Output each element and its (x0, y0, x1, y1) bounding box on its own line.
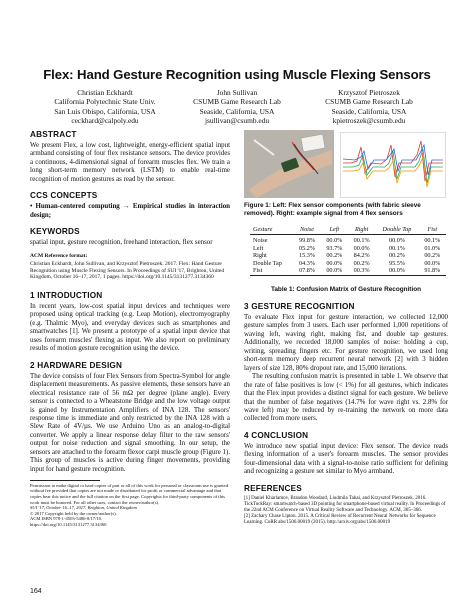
table-cell: 00.2% (424, 252, 441, 260)
author-email: jsullivan@csumb.edu (204, 115, 270, 125)
table-cell: 95.5% (388, 259, 405, 267)
table-cell: 00.0% (326, 259, 343, 267)
armband-photo (244, 130, 334, 198)
author-block (162, 88, 312, 125)
table-cell: Double Tap (253, 259, 282, 267)
ccs-heading: CCS CONCEPTS (30, 191, 98, 201)
author-location: Seaside, California, USA (199, 106, 275, 116)
footnote-rule (30, 480, 100, 481)
table-header: Noise (299, 226, 315, 233)
table-row (250, 237, 446, 245)
table-cell: 99.8% (299, 237, 315, 245)
table-cell: 00.1% (424, 237, 441, 245)
left-column (30, 130, 230, 528)
acm-ref-text: Christian Eckhardt, John Sullivan, and Krzysztof Pietroszek. 2017. Flex: Hand Gesture Recognition using Muscle Flexing Sensors. In Proceedings of SUI '17, Brighton, United Kingdom, October 16–17, 2017, 1 pages. https://doi.org/10.1145/3131277.3134360 (30, 261, 225, 281)
table-caption: Table 1: Confusion Matrix of Gesture Recognition (270, 286, 422, 293)
author-block (294, 88, 444, 125)
abstract-text: We present Flex, a low cost, lightweight, energy-efficient spatial input armband consisting of four flex resistance sensors. The device provides a continuous, 4-dimensional signal of forearm muscles flex. We train a long short-term memory network (LSTM) to enable real-time recognition of motion gestures as read by the sensor. (30, 142, 230, 183)
confusion-table-wrap (250, 226, 446, 276)
author-name: Krzysztof Pietroszek (338, 88, 400, 97)
author-name: John Sullivan (216, 88, 258, 97)
keywords-heading: KEYWORDS (30, 227, 80, 237)
author-block (30, 88, 180, 125)
table-cell: 07.8% (299, 267, 315, 275)
page-number: 164 (30, 588, 42, 595)
table-row (250, 245, 446, 253)
author-location: San Luis Obispo, California, USA (54, 106, 156, 116)
signal-plot (341, 133, 445, 197)
author-location: Seaside, California, USA (331, 106, 407, 116)
right-column-text (244, 302, 448, 526)
isbn-note: ACM ISBN 978-1-4503-5486-8/17/10. (30, 516, 103, 522)
table-cell: 91.8% (424, 267, 441, 275)
table-header: Double Tap (382, 226, 412, 233)
copyright-note: © 2017 Copyright held by the owner/author(s). (30, 510, 117, 516)
table-row (250, 260, 446, 268)
gesture-text-2: The resulting confusion matrix is presented in table 1. We observe that the rate of false positives is low (< 1%) for all gestures, which indicates that the Flex input provides a distinct signal for each gesture. We believe that the number of false negatives (14.7% for wave right vs. 2.8% for wave left) may be reduced by re-training the network on more data collected from more users. (244, 373, 448, 423)
table-cell: 00.1% (353, 237, 370, 245)
author-affiliation: CSUMB Game Research Lab (325, 97, 413, 107)
reference-item: [2] Zachary Chase Lipton. 2015. A Critical Review of Recurrent Neural Networks for Sequence Learning. CoRR abs/1506.00019 (2015). http://arxiv.org/abs/1506.00019 (244, 513, 436, 526)
table-cell: 00.0% (388, 267, 405, 275)
reference-item: [1] Daniel Kharlamov, Brandon Woodard, Liudmila Tahai, and Krzysztof Pietroszek. 2016. TickTockRay: smartwatch-based 3D pointing for smartphone-based virtual reality. In Proceedings of the 22nd ACM Conference on Virtual Reality Software and Technology. ACM, 365–366. (244, 495, 446, 513)
table-cell: 00.2% (353, 259, 370, 267)
conference-note: SUI '17, October 16–17, 2017, Brighton, United Kingdom (30, 505, 137, 511)
conclusion-heading: 4 CONCLUSION (244, 430, 309, 440)
references-heading: REFERENCES (244, 483, 302, 493)
table-cell: 00.2% (388, 252, 405, 260)
intro-heading: 1 INTRODUCTION (30, 291, 103, 300)
doi-link[interactable]: https://doi.org/10.1145/3131277.3134360 (30, 521, 107, 527)
table-cell: 15.3% (299, 252, 315, 260)
author-affiliation: CSUMB Game Research Lab (193, 97, 281, 107)
table-header: Fist (427, 226, 438, 233)
ccs-text: • Human-centered computing → Empirical studies in interaction design; (30, 203, 230, 219)
confusion-table (250, 226, 446, 276)
table-cell: Noise (253, 237, 268, 245)
table-row (250, 252, 446, 260)
abstract-heading: ABSTRACT (30, 130, 77, 139)
permission-notice: Permission to make digital or hard copies of part or all of this work for personal or classroom use is granted without fee provided that copies are not made or distributed for profit or commercial advantage and that copies bear this notice and the full citation on the first page. Copyrights for third-party components of this work must be honored. For all other uses, contact the owner/author(s). (30, 482, 228, 505)
keywords-text: spatial input, gesture recognition, freehand interaction, flex sensor (30, 239, 213, 247)
hardware-text: The device consists of four Flex Sensors from Spectra-Symbol for angle displacement measurements. As passive elements, these sensors have an electrical resistance rate of 56 mΩ per degree (plane angle). Every sensor is connected to a Wheatstone Bridge and the low voltage output is gained by Instrumentation Amplifiers of INA 128. The sensors' response time is immediate and only restricted by the INA 128 with a Slew Rate of 4V/µs. We use Arduino Uno as an analog-to-digital converter. We apply a linear response delay filter to the raw sensors' output for noise reduction and signal smoothing. In our setup, the sensors are attached to the forearm flexor carpi muscle group (Figure 1). This group of muscles is active during finger movements, providing input for hand gesture recognition. (30, 372, 230, 473)
author-email: ceckhard@calpoly.edu (71, 115, 139, 125)
table-cell: 00.3% (353, 267, 370, 275)
signal-chart (340, 132, 446, 198)
acm-ref-heading: ACM Reference format: (30, 252, 88, 259)
table-cell: 00.0% (388, 237, 405, 245)
table-cell: 00.1% (388, 244, 405, 252)
table-cell: Left (253, 244, 264, 252)
table-cell: 01.0% (424, 244, 441, 252)
table-cell: 00.0% (326, 267, 343, 275)
table-cell: 84.2% (353, 252, 370, 260)
table-cell: 00.0% (326, 237, 343, 245)
table-header: Gesture (253, 226, 273, 233)
table-cell: 00.0% (353, 244, 370, 252)
figure-caption: Figure 1: Left: Flex sensor components (with fabric sleeve removed). Right: example signal from 4 flex sensors (244, 202, 421, 217)
table-cell: 05.2% (299, 244, 315, 252)
gesture-heading: 3 GESTURE RECOGNITION (244, 302, 355, 311)
figure-1 (244, 130, 444, 198)
table-cell: Fist (253, 267, 263, 275)
author-name: Christian Eckhardt (77, 88, 133, 97)
conclusion-text: We introduce new spatial input device: Flex sensor. The device reads flexing information of a user's forearm muscles. The sensor provides four-dimensional data with a signal-to-noise ratio sufficient for defining and recognizing a gesture set similar to Myo armband. (244, 442, 448, 476)
hardware-heading: 2 HARDWARE DESIGN (30, 360, 123, 370)
table-cell: 00.2% (326, 252, 343, 260)
author-affiliation: California Polytechnic State Univ. (54, 97, 156, 107)
table-cell: 00.0% (424, 259, 441, 267)
table-header: Left (329, 226, 340, 233)
intro-text: In recent years, low-cost spatial input devices and techniques were proposed using optical tracking (e.g. Leap Motion), electromyography (e.g. Thalmic Myo), and everyday devices such as smartphones and smartwatches [1]. We present a prototype of a spatial input device that uses forearm muscles' flexing as input. We also report on preliminary results of motion gesture recognition using the device. (30, 303, 230, 353)
table-cell: 93.7% (326, 244, 343, 252)
table-header-row (250, 226, 446, 234)
armband-photo-drawing (244, 130, 334, 198)
table-cell: 04.3% (299, 259, 315, 267)
gesture-text-1: To evaluate Flex input for gesture interaction, we collected 12,000 gesture samples from 3 users. Each user performed 1,000 repetitions of waving left, waving right, making fist, and double tap gestures. Additionally, we recorded 18,000 samples of noise: holding a cup, writing, spreading fingers etc. For gesture recognition, we used long short-term memory deep recurrent neural network [2] with 3 hidden layers of size 128, 80% dropout rate, and 15,000 iterations. (244, 314, 448, 372)
paper-title: Flex: Hand Gesture Recognition using Muscle Flexing Sensors (43, 67, 431, 82)
table-cell: Right (253, 252, 267, 260)
author-email: kpietroszek@csumb.edu (332, 115, 406, 125)
table-row (250, 267, 446, 275)
table-header: Right (354, 226, 369, 233)
